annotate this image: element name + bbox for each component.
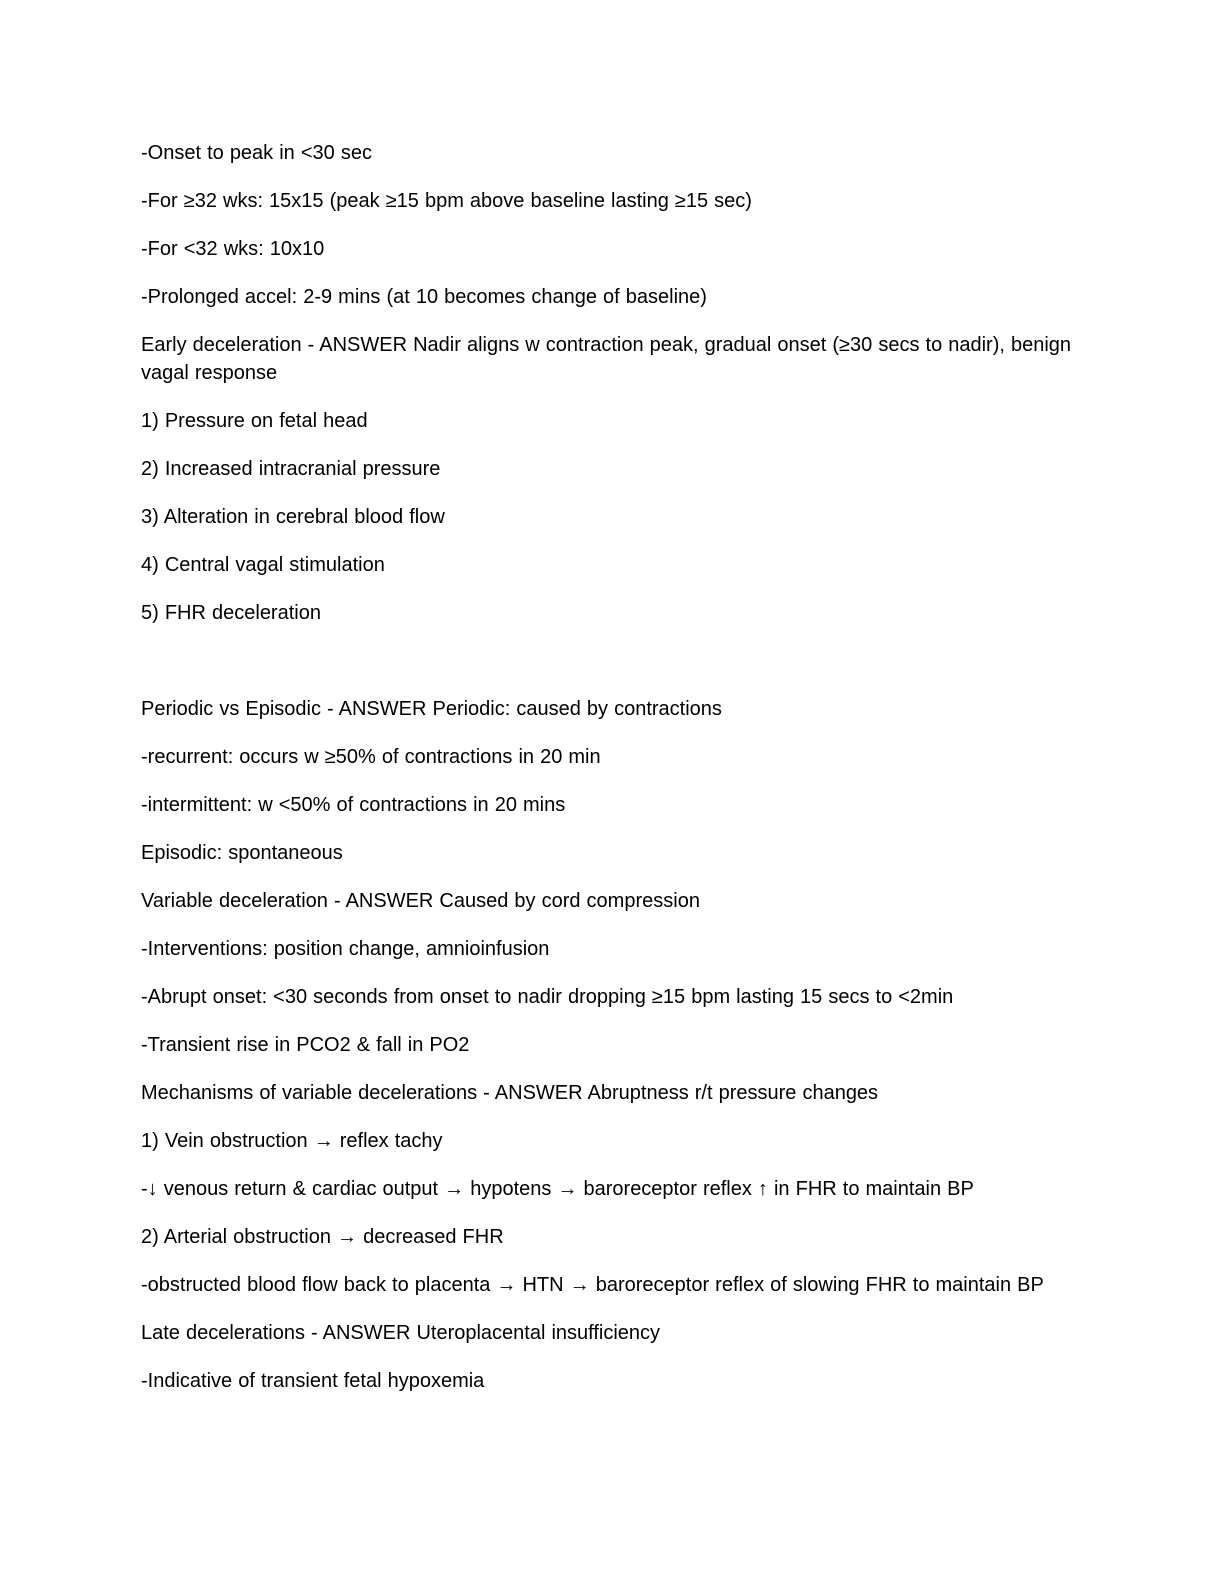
paragraph: -Transient rise in PCO2 & fall in PO2	[141, 1034, 470, 1056]
paragraph: -For <32 wks: 10x10	[141, 238, 325, 260]
paragraph: -recurrent: occurs w ≥50% of contractions in 20 min	[141, 746, 601, 768]
paragraph: -Abrupt onset: <30 seconds from onset to nadir dropping ≥15 bpm lasting 15 secs to <2min	[141, 986, 954, 1008]
paragraph: 1) Vein obstruction → reflex tachy	[141, 1130, 443, 1152]
paragraph: 1) Pressure on fetal head	[141, 410, 368, 432]
paragraph: 3) Alteration in cerebral blood flow	[141, 506, 445, 528]
paragraph: -Prolonged accel: 2-9 mins (at 10 becomes change of baseline)	[141, 286, 707, 308]
paragraph: 2) Increased intracranial pressure	[141, 458, 441, 480]
blank-paragraph	[141, 647, 1081, 675]
paragraph: Late decelerations - ANSWER Uteroplacental insufficiency	[141, 1322, 661, 1344]
paragraph: -Interventions: position change, amnioinfusion	[141, 938, 550, 960]
paragraph: -Onset to peak in <30 sec	[141, 142, 372, 164]
paragraph: Variable deceleration - ANSWER Caused by cord compression	[141, 890, 700, 912]
paragraph: 2) Arterial obstruction → decreased FHR	[141, 1226, 504, 1248]
paragraph: -intermittent: w <50% of contractions in 20 mins	[141, 794, 566, 816]
paragraph: Mechanisms of variable decelerations - ANSWER Abruptness r/t pressure changes	[141, 1082, 879, 1104]
paragraph: 5) FHR deceleration	[141, 602, 321, 624]
paragraph: -↓ venous return & cardiac output → hypotens → baroreceptor reflex ↑ in FHR to maintain BP	[141, 1178, 974, 1200]
document-body	[141, 139, 1081, 1395]
paragraph: 4) Central vagal stimulation	[141, 554, 385, 576]
paragraph: -For ≥32 wks: 15x15 (peak ≥15 bpm above baseline lasting ≥15 sec)	[141, 190, 752, 212]
paragraph: Early deceleration - ANSWER Nadir aligns w contraction peak, gradual onset (≥30 secs to nadir), benign vagal response	[141, 334, 1078, 384]
paragraph: -obstructed blood flow back to placenta → HTN → baroreceptor reflex of slowing FHR to maintain BP	[141, 1274, 1044, 1296]
paragraph: Episodic: spontaneous	[141, 842, 343, 864]
paragraph: -Indicative of transient fetal hypoxemia	[141, 1370, 485, 1392]
paragraph: Periodic vs Episodic - ANSWER Periodic: caused by contractions	[141, 698, 722, 720]
